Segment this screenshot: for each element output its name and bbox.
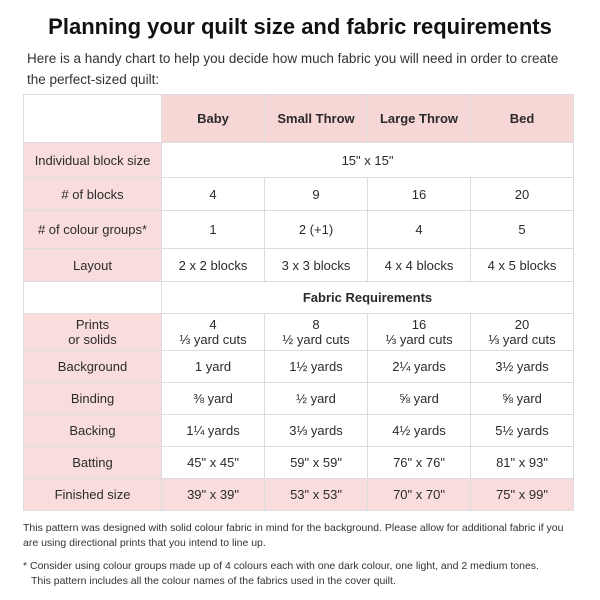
table-cell: 3½ yards xyxy=(471,351,574,383)
header-row xyxy=(24,95,574,143)
table-cell xyxy=(265,314,368,351)
row-label: Individual block size xyxy=(24,143,162,178)
table-cell: 45" x 45" xyxy=(162,447,265,479)
table-cell: 3 x 3 blocks xyxy=(265,249,368,282)
table-cell: 76" x 76" xyxy=(368,447,471,479)
table-cell: 2¼ yards xyxy=(368,351,471,383)
table-cell: 1½ yards xyxy=(265,351,368,383)
row-label xyxy=(24,314,162,351)
header-bed: Bed xyxy=(471,95,574,143)
row-label: # of blocks xyxy=(24,178,162,211)
prints-cut: ½ yard cuts xyxy=(282,332,350,347)
prints-label-line1: Prints xyxy=(75,317,110,332)
table-cell: 75" x 99" xyxy=(471,479,574,511)
row-label: Layout xyxy=(24,249,162,282)
prints-label-line2: or solids xyxy=(68,332,117,347)
intro-text: Here is a handy chart to help you decide how much fabric you will need in order to create the perfect-sized quilt: xyxy=(27,51,559,87)
table-row xyxy=(24,479,574,511)
table-cell: 1 xyxy=(162,211,265,249)
table-cell: 53" x 53" xyxy=(265,479,368,511)
table-row xyxy=(24,415,574,447)
table-cell: 5½ yards xyxy=(471,415,574,447)
row-label: Finished size xyxy=(24,479,162,511)
row-label: Backing xyxy=(24,415,162,447)
table-cell: 1 yard xyxy=(162,351,265,383)
table-row xyxy=(24,447,574,479)
prints-cut: ⅓ yard cuts xyxy=(385,332,453,347)
table-cell xyxy=(471,314,574,351)
table-cell: 20 xyxy=(471,178,574,211)
note-colour-groups-line1: * Consider using colour groups made up of 4 colours each with one dark colour, one light, and 2 medium tones. xyxy=(23,560,539,572)
prints-cut: ⅓ yard cuts xyxy=(488,332,556,347)
quilt-size-table xyxy=(23,94,574,511)
header-large-throw: Large Throw xyxy=(368,95,471,143)
table-row xyxy=(24,383,574,415)
note-colour-groups-line2: This pattern includes all the colour names of the fabrics used in the cover quilt. xyxy=(31,575,396,587)
row-label: # of colour groups* xyxy=(24,211,162,249)
section-row xyxy=(24,282,574,314)
page-title: Planning your quilt size and fabric requirements xyxy=(48,14,552,39)
header-baby: Baby xyxy=(162,95,265,143)
table-cell: ⅜ yard xyxy=(162,383,265,415)
note-background: This pattern was designed with solid colour fabric in mind for the background. Please allow for additional fabric if you are using directional prints that you intend to line up. xyxy=(23,522,564,549)
section-title: Fabric Requirements xyxy=(162,282,574,314)
table-row xyxy=(24,249,574,282)
table-cell: 81" x 93" xyxy=(471,447,574,479)
section-empty-cell xyxy=(24,282,162,314)
prints-cut: ⅓ yard cuts xyxy=(179,332,247,347)
table-cell: 3⅓ yards xyxy=(265,415,368,447)
row-label: Background xyxy=(24,351,162,383)
table-cell: 2 x 2 blocks xyxy=(162,249,265,282)
row-label: Binding xyxy=(24,383,162,415)
prints-count: 8 xyxy=(312,317,320,332)
table-row xyxy=(24,143,574,178)
table-cell: ⅝ yard xyxy=(368,383,471,415)
table-row xyxy=(24,351,574,383)
footnotes xyxy=(23,521,578,589)
table-cell: 59" x 59" xyxy=(265,447,368,479)
table-cell: 5 xyxy=(471,211,574,249)
table-cell: 4 xyxy=(368,211,471,249)
table-cell: 4 xyxy=(162,178,265,211)
table-row xyxy=(24,211,574,249)
table-cell xyxy=(162,314,265,351)
table-cell: 1¼ yards xyxy=(162,415,265,447)
block-size-value: 15" x 15" xyxy=(162,143,574,178)
table-cell: 39" x 39" xyxy=(162,479,265,511)
table-cell: 4 x 5 blocks xyxy=(471,249,574,282)
prints-count: 20 xyxy=(514,317,530,332)
table-cell: ⅝ yard xyxy=(471,383,574,415)
table-cell: 16 xyxy=(368,178,471,211)
table-cell: 4½ yards xyxy=(368,415,471,447)
table-row xyxy=(24,314,574,351)
prints-count: 16 xyxy=(411,317,427,332)
row-label: Batting xyxy=(24,447,162,479)
table-cell: 9 xyxy=(265,178,368,211)
table-cell: 2 (+1) xyxy=(265,211,368,249)
note-colour-groups xyxy=(23,559,578,589)
header-empty-cell xyxy=(24,95,162,143)
table-row xyxy=(24,178,574,211)
table-cell xyxy=(368,314,471,351)
prints-count: 4 xyxy=(209,317,217,332)
table-cell: 70" x 70" xyxy=(368,479,471,511)
table-cell: 4 x 4 blocks xyxy=(368,249,471,282)
header-small-throw: Small Throw xyxy=(265,95,368,143)
table-cell: ½ yard xyxy=(265,383,368,415)
